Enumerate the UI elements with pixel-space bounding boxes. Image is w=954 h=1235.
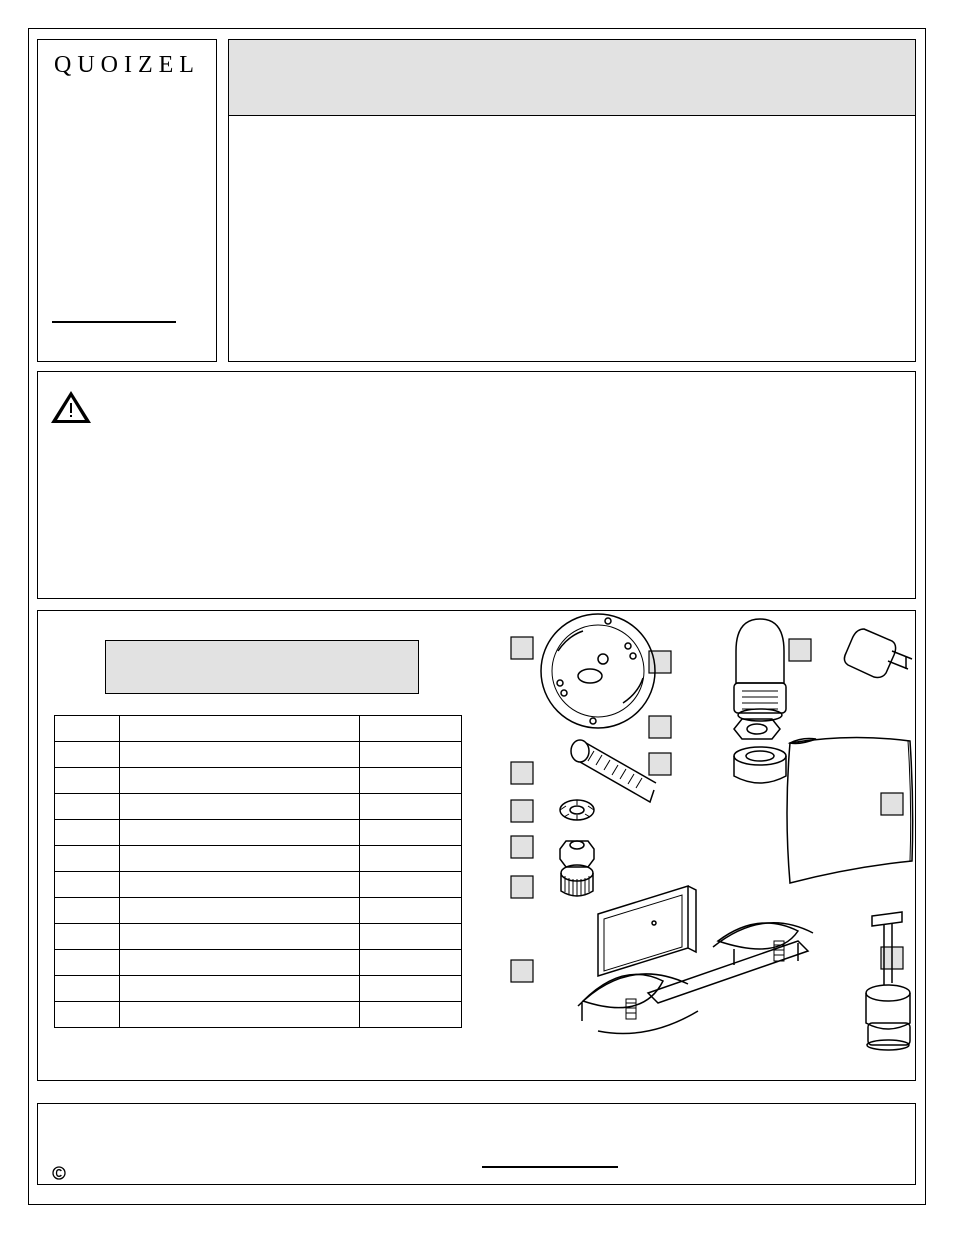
- table-row: [55, 976, 462, 1002]
- table-cell: [55, 976, 120, 1002]
- knurled-cap-drawing: [561, 865, 593, 896]
- table-row: [55, 924, 462, 950]
- table-cell: [360, 820, 462, 846]
- mounting-plate-drawing: [541, 614, 655, 728]
- table-cell: [55, 872, 120, 898]
- fixture-body-drawing: [578, 886, 813, 1034]
- table-cell: [120, 820, 360, 846]
- copyright-icon: [52, 1166, 66, 1180]
- ring-drawing: [734, 747, 786, 783]
- parts-table: [54, 715, 462, 1028]
- table-cell: [120, 924, 360, 950]
- table-cell: [360, 872, 462, 898]
- table-cell: [55, 898, 120, 924]
- table-cell: [360, 950, 462, 976]
- table-row: [55, 716, 462, 742]
- table-row: [55, 794, 462, 820]
- part-label-box: [511, 762, 533, 784]
- table-cell: [360, 716, 462, 742]
- info-panel: [228, 39, 916, 362]
- table-row: [55, 768, 462, 794]
- part-label-box: [789, 639, 811, 661]
- table-cell: [120, 742, 360, 768]
- table-cell: [120, 898, 360, 924]
- parts-header: [105, 640, 419, 694]
- brand-logo: QUOIZEL: [54, 52, 200, 78]
- footer-underline: [482, 1166, 618, 1168]
- brand-panel: [37, 39, 217, 362]
- hex-nut-drawing: [734, 719, 780, 739]
- footer-panel: [37, 1103, 916, 1185]
- parts-panel: [37, 610, 916, 1081]
- table-cell: [360, 794, 462, 820]
- table-cell: [55, 794, 120, 820]
- parts-illustration: [498, 611, 917, 1082]
- table-cell: [120, 768, 360, 794]
- part-label-box: [511, 800, 533, 822]
- table-cell: [120, 976, 360, 1002]
- star-washer-drawing: [560, 800, 594, 820]
- table-cell: [55, 1002, 120, 1028]
- table-cell: [120, 794, 360, 820]
- table-cell: [360, 742, 462, 768]
- table-cell: [360, 976, 462, 1002]
- table-row: [55, 950, 462, 976]
- part-label-box: [881, 793, 903, 815]
- brand-underline: [52, 321, 176, 323]
- table-row: [55, 898, 462, 924]
- table-cell: [120, 846, 360, 872]
- table-cell: [120, 872, 360, 898]
- table-cell: [55, 846, 120, 872]
- table-cell: [55, 950, 120, 976]
- table-row: [55, 846, 462, 872]
- table-cell: [120, 1002, 360, 1028]
- part-label-box: [649, 753, 671, 775]
- bulb-drawing: [844, 629, 912, 678]
- table-row: [55, 742, 462, 768]
- table-row: [55, 1002, 462, 1028]
- screw-drawing: [571, 740, 656, 802]
- table-cell: [55, 742, 120, 768]
- table-cell: [55, 716, 120, 742]
- small-nut-drawing: [560, 841, 594, 867]
- warning-triangle-icon: [50, 390, 92, 424]
- table-cell: [360, 924, 462, 950]
- table-cell: [120, 716, 360, 742]
- finial-drawing: [866, 912, 910, 1050]
- socket-drawing: [734, 619, 786, 721]
- warning-panel: [37, 371, 916, 599]
- part-label-box: [511, 876, 533, 898]
- table-row: [55, 820, 462, 846]
- part-label-box: [511, 637, 533, 659]
- part-label-box: [511, 836, 533, 858]
- table-cell: [55, 820, 120, 846]
- table-cell: [55, 924, 120, 950]
- table-cell: [360, 898, 462, 924]
- info-header: [229, 40, 915, 116]
- part-label-box: [649, 716, 671, 738]
- table-cell: [360, 846, 462, 872]
- table-cell: [120, 950, 360, 976]
- table-cell: [55, 768, 120, 794]
- part-label-box: [511, 960, 533, 982]
- table-cell: [360, 1002, 462, 1028]
- table-cell: [360, 768, 462, 794]
- table-row: [55, 872, 462, 898]
